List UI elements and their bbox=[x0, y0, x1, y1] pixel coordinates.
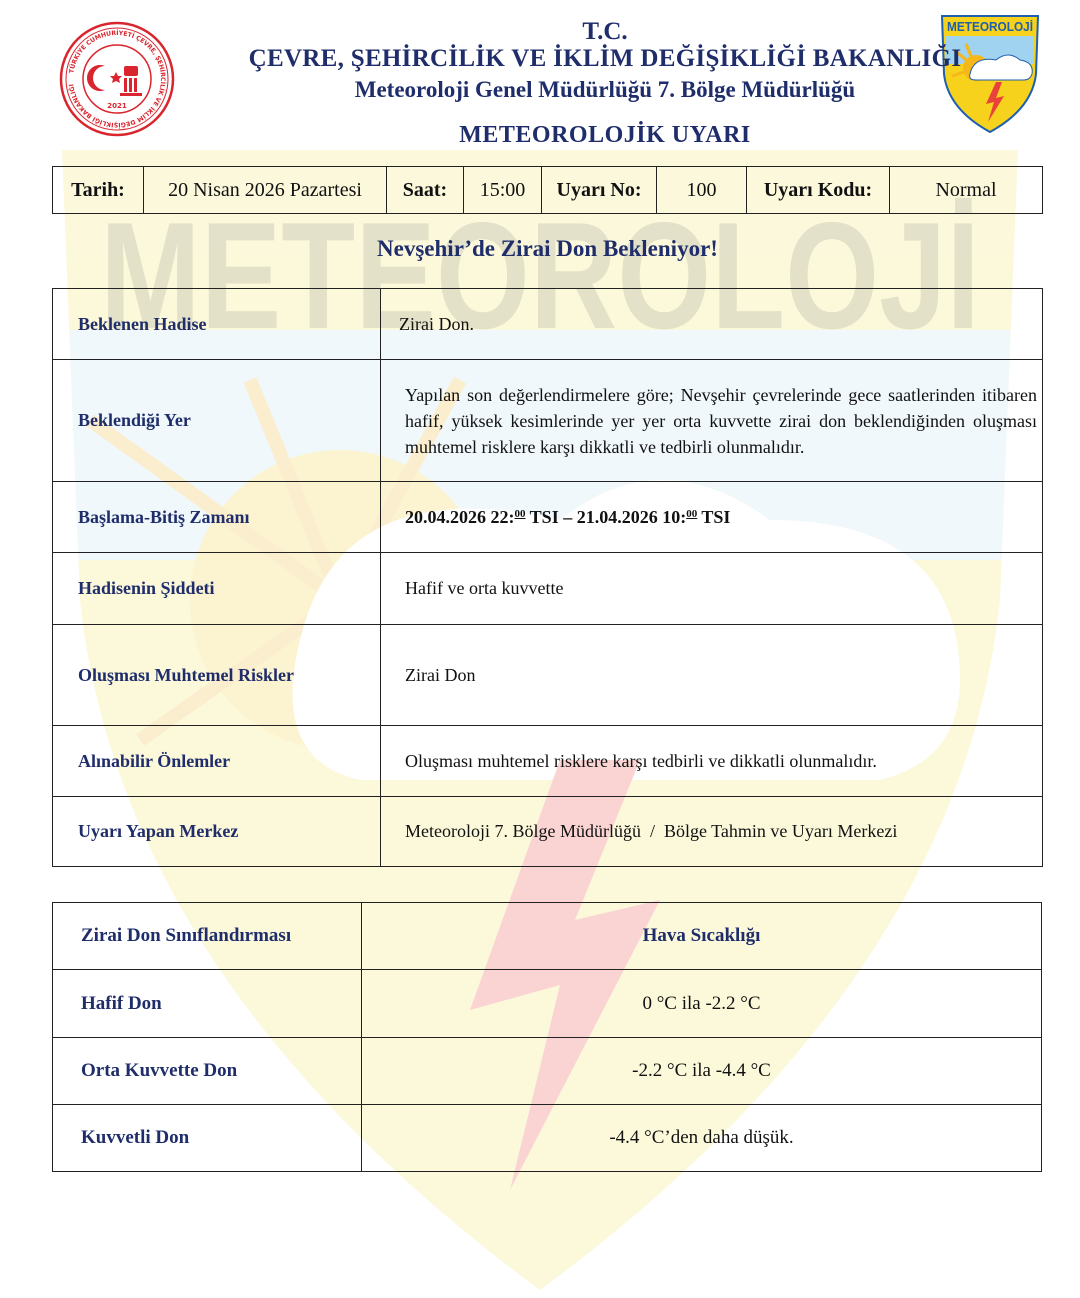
center-label: Uyarı Yapan Merkez bbox=[53, 797, 381, 867]
detail-row-center bbox=[53, 797, 1043, 867]
end-minutes: 00 bbox=[686, 507, 698, 520]
warning-headline: Nevşehir’de Zirai Don Bekleniyor! bbox=[377, 236, 718, 261]
frost-classification-table bbox=[52, 902, 1042, 1172]
temperature-cell: 0 °C ila -2.2 °C bbox=[362, 970, 1042, 1038]
ministry-seal-icon bbox=[58, 20, 176, 138]
tsi-suffix: TSI bbox=[697, 506, 731, 527]
event-label: Beklenen Hadise bbox=[53, 289, 381, 360]
time-label: Saat: bbox=[387, 167, 464, 214]
warning-number-value: 100 bbox=[657, 167, 747, 214]
severity-value: Hafif ve orta kuvvette bbox=[381, 553, 1043, 625]
table-row bbox=[53, 1105, 1042, 1172]
time-range-value bbox=[381, 482, 1043, 553]
start-minutes: 00 bbox=[514, 507, 526, 520]
date-label: Tarih: bbox=[53, 167, 144, 214]
detail-row-risks bbox=[53, 625, 1043, 726]
tc-heading: T.C. bbox=[582, 18, 628, 45]
frost-class-header: Zirai Don Sınıflandırması bbox=[53, 903, 362, 970]
end-datetime: TSI – 21.04.2026 10: bbox=[525, 506, 687, 527]
center-value: Meteoroloji 7. Bölge Müdürlüğü / Bölge Tahmin ve Uyarı Merkezi bbox=[381, 797, 1043, 867]
logo-text: METEOROLOJİ bbox=[947, 20, 1038, 34]
directorate-heading: Meteoroloji Genel Müdürlüğü 7. Bölge Müdürlüğü bbox=[354, 77, 856, 102]
seal-year: 2021 bbox=[107, 102, 127, 110]
place-value: Yapılan son değerlendirmelere göre; Nevşehir çevrelerinde gece saatlerinden itibaren hafif, yüksek kesimlerinde yer yer orta kuvvette zirai don beklendiğinden oluşması muhtemel risklere karşı dikkatli ve tedbirli olunmalıdır. bbox=[381, 360, 1043, 482]
warning-code-value: Normal bbox=[890, 167, 1043, 214]
watermark-text: METEOROLOJİ bbox=[100, 191, 980, 361]
date-value: 20 Nisan 2026 Pazartesi bbox=[144, 167, 387, 214]
temperature-cell: -2.2 °C ila -4.4 °C bbox=[362, 1038, 1042, 1105]
event-value: Zirai Don. bbox=[381, 289, 1043, 360]
temperature-cell: -4.4 °C’den daha düşük. bbox=[362, 1105, 1042, 1172]
frost-header-row bbox=[53, 903, 1042, 970]
table-row bbox=[53, 1038, 1042, 1105]
measures-label: Alınabilir Önlemler bbox=[53, 726, 381, 797]
risks-value: Zirai Don bbox=[381, 625, 1043, 726]
time-value: 15:00 bbox=[464, 167, 542, 214]
detail-row-severity bbox=[53, 553, 1043, 625]
frost-class-cell: Kuvvetli Don bbox=[53, 1105, 362, 1172]
measures-value: Oluşması muhtemel risklere karşı tedbirli ve dikkatli olunmalıdır. bbox=[381, 726, 1043, 797]
warning-number-label: Uyarı No: bbox=[542, 167, 657, 214]
ministry-heading: ÇEVRE, ŞEHİRCİLİK VE İKLİM DEĞİŞİKLİĞİ BAKANLIĞI bbox=[248, 45, 962, 72]
detail-row-time bbox=[53, 482, 1043, 553]
warning-info-table bbox=[52, 166, 1043, 214]
table-row bbox=[53, 970, 1042, 1038]
place-label: Beklendiği Yer bbox=[53, 360, 381, 482]
detail-row-measures bbox=[53, 726, 1043, 797]
detail-row-place bbox=[53, 360, 1043, 482]
warning-code-label: Uyarı Kodu: bbox=[747, 167, 890, 214]
detail-row-event bbox=[53, 289, 1043, 360]
time-range-label: Başlama-Bitiş Zamanı bbox=[53, 482, 381, 553]
document-title: METEOROLOJİK UYARI bbox=[459, 122, 751, 148]
frost-class-cell: Orta Kuvvette Don bbox=[53, 1038, 362, 1105]
seal-text: TÜRKİYE CUMHURİYETİ ÇEVRE, ŞEHİRCİLİK VE İKLİM DEĞİŞİKLİĞİ BAKANLIĞI bbox=[68, 29, 167, 129]
start-datetime: 20.04.2026 22: bbox=[405, 506, 515, 527]
risks-label: Oluşması Muhtemel Riskler bbox=[53, 625, 381, 726]
frost-class-cell: Hafif Don bbox=[53, 970, 362, 1038]
temperature-header: Hava Sıcaklığı bbox=[362, 903, 1042, 970]
severity-label: Hadisenin Şiddeti bbox=[53, 553, 381, 625]
warning-details-table bbox=[52, 288, 1043, 867]
